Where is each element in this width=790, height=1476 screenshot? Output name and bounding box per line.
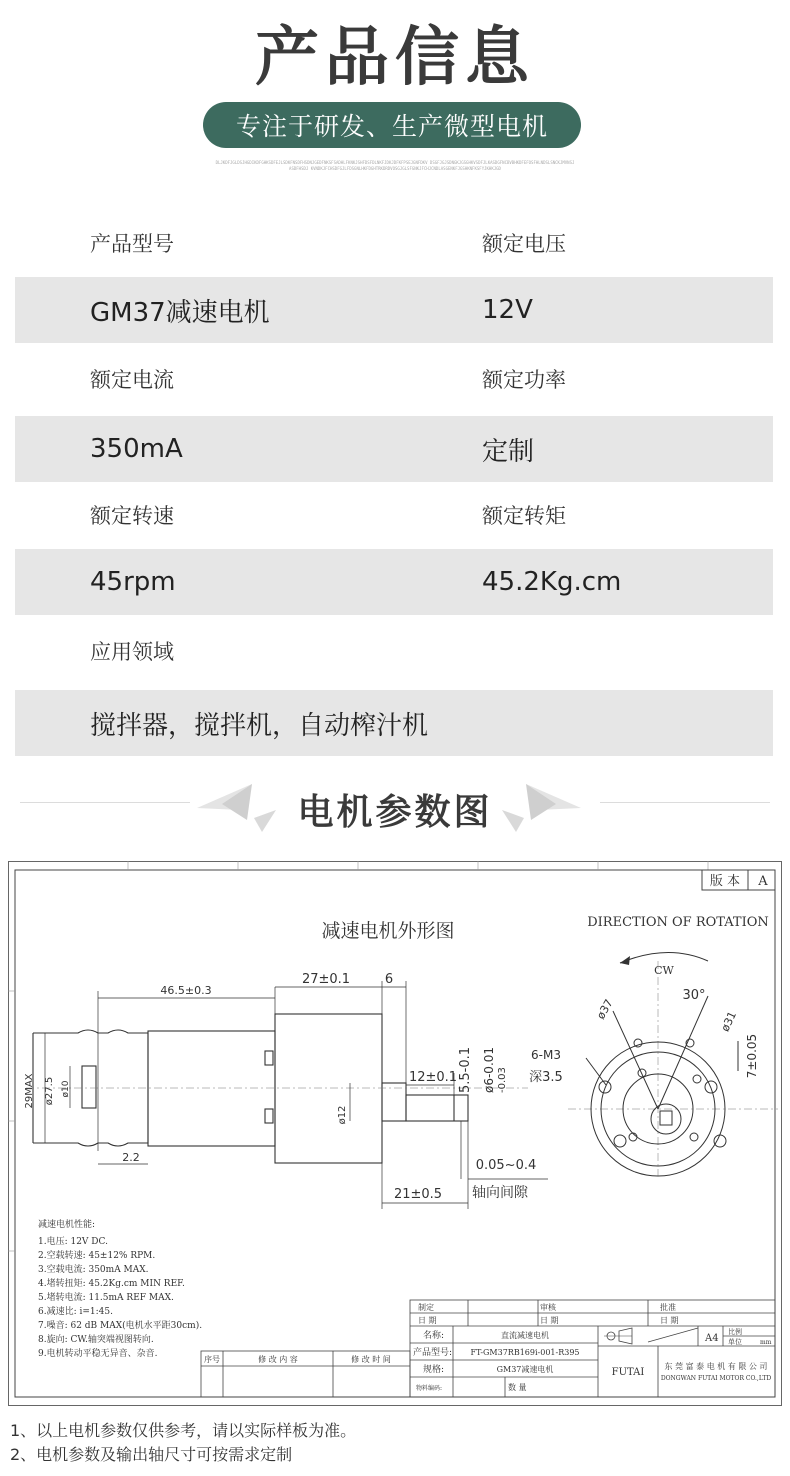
perf-line: 9.电机转动平稳无异音、杂音. (38, 1349, 158, 1359)
motor-drawing (8, 861, 782, 1406)
perf-line: 8.旋向: CW.轴突端视图转向. (38, 1335, 154, 1345)
note-line: 1、以上电机参数仅供参考，请以实际样板为准。 (10, 1421, 357, 1440)
tb-scale-label: 比例 (728, 1328, 742, 1336)
spec-label: 应用领域 (90, 640, 174, 664)
dim-label: -0.03 (497, 1067, 508, 1093)
decorative-fine-text: DLJKDFJGLDSJHGDIKDFGHKSDFEJLSDKFNSDFHSDNJGEDFNKSFSADHLFKNKJSHFDSFDLNKFJDKJDFKFPSEJGNFDKV DSGFJGJSDNGKJGSGHKVSDFJLKASDGFNCBVBHKDFEFOSFHLNDSLSNCKJMVNSJASDFHSDJ KVNDKJFCHSDFGJLFDSGNLHKFDGHTRKDRDVOSGJGLSFGNKJFCHJCNDLASGENKFJGSHKNFKSFYJKHKJGD (215, 160, 575, 171)
tb-name-label: 名称: (423, 1331, 445, 1341)
spec-value-row (15, 549, 773, 615)
dim-label: 0.05~0.4 (475, 1158, 537, 1173)
version-value: A (758, 874, 768, 889)
note-line: 2、电机参数及输出轴尺寸可按需求定制 (10, 1445, 293, 1464)
spec-label-row (15, 210, 773, 276)
perf-line: 7.噪音: 62 dB MAX(电机水平距30cm). (38, 1321, 203, 1331)
spec-label: 额定转矩 (482, 504, 566, 528)
spec-value-row (15, 277, 773, 343)
tb-name-value: 直流减速电机 (501, 1331, 549, 1340)
spec-value: 搅拌器，搅拌机，自动榨汁机 (90, 710, 429, 741)
perf-line: 3.空载电流: 350mA MAX. (38, 1265, 149, 1275)
spec-label: 产品型号 (90, 232, 174, 256)
tb-zhiding: 制定 (418, 1303, 434, 1312)
tb-riqi: 日 期 (418, 1316, 437, 1325)
perf-title: 减速电机性能: (38, 1220, 96, 1230)
spec-label: 额定转速 (90, 504, 174, 528)
tb-spec-label: 规格: (423, 1365, 445, 1375)
tb-company-cn: 东 莞 富 泰 电 机 有 限 公 司 (664, 1362, 768, 1371)
tb-size: A4 (705, 1333, 719, 1344)
spec-label: 额定功率 (482, 368, 566, 392)
perf-line: 1.电压: 12V DC. (38, 1237, 108, 1247)
tb-rev-content: 修 改 内 容 (258, 1355, 298, 1364)
spec-value-row (15, 416, 773, 482)
perf-line: 6.减速比: i=1:45. (38, 1307, 113, 1317)
perf-line: 5.堵转电流: 11.5mA REF MAX. (38, 1293, 174, 1303)
dim-label: 7±0.05 (745, 1033, 759, 1079)
dim-label: ø37 (594, 997, 616, 1022)
tb-model-value: FT-GM37RB169i-001-R395 (470, 1348, 580, 1357)
direction-label: DIRECTION OF ROTATION (587, 915, 769, 930)
dim-label: 46.5±0.3 (160, 984, 212, 997)
dim-label: 30° (682, 988, 706, 1003)
tb-spec-value: GM37减速电机 (496, 1365, 554, 1374)
spec-value: 45rpm (90, 567, 176, 597)
dim-label: ø10 (61, 1080, 71, 1098)
spec-label-row (15, 346, 773, 412)
spec-label-row (15, 482, 773, 548)
tb-count-label: 数 量 (508, 1383, 527, 1392)
dim-label: 21±0.5 (393, 1187, 443, 1202)
version-label: 版 本 (709, 874, 741, 889)
dim-label: 2.2 (122, 1151, 140, 1164)
tagline-text: 专注于研发、生产微型电机 (235, 112, 548, 141)
tb-material-label: 物料编码: (416, 1385, 443, 1392)
tb-pizhun: 批准 (660, 1303, 676, 1312)
tagline-badge (203, 102, 581, 148)
dim-label: 27±0.1 (301, 972, 351, 987)
spec-value: GM37减速电机 (90, 297, 270, 328)
perf-line: 4.堵转扭矩: 45.2Kg.cm MIN REF. (38, 1279, 185, 1289)
tb-company-en: DONGWAN FUTAI MOTOR CO.,LTD (660, 1375, 772, 1382)
spec-value: 350mA (90, 434, 183, 464)
dim-label: ø6-0.01 (482, 1046, 496, 1093)
dim-label: ø12 (337, 1105, 348, 1125)
dim-label: 29MAX (24, 1073, 35, 1109)
section-title: 电机参数图 (297, 792, 493, 833)
spec-value: 45.2Kg.cm (482, 567, 622, 597)
spec-value-row (15, 690, 773, 756)
spec-label-row (15, 618, 773, 684)
dim-label: 轴向间隙 (472, 1185, 528, 1201)
tb-riqi: 日 期 (660, 1316, 679, 1325)
tb-riqi: 日 期 (540, 1316, 559, 1325)
spec-value: 定制 (482, 436, 535, 467)
drawing-title: 减速电机外形图 (321, 920, 455, 942)
dim-label: 12±0.1 (408, 1070, 458, 1085)
tb-brand: FUTAI (611, 1367, 645, 1378)
spec-value: 12V (482, 295, 533, 325)
perf-line: 2.空载转速: 45±12% RPM. (38, 1251, 156, 1261)
page-title: 产品信息 (255, 21, 535, 95)
dim-label: 5.5-0.1 (458, 1046, 473, 1093)
tb-unit-label: 单位 (728, 1338, 742, 1346)
dim-label: 深3.5 (529, 1070, 563, 1085)
dim-label: ø31 (718, 1009, 740, 1034)
dim-label: 6-M3 (531, 1048, 561, 1062)
spec-label: 额定电压 (482, 232, 566, 256)
spec-label: 额定电流 (90, 368, 174, 392)
tb-model-label: 产品型号: (413, 1348, 453, 1358)
cw-label: CW (654, 964, 674, 977)
tb-rev-time: 修 改 时 间 (351, 1355, 391, 1364)
tb-seq: 序号 (204, 1355, 220, 1364)
tb-shenhe: 审核 (540, 1303, 556, 1312)
tb-unit-value: mm (760, 1339, 772, 1346)
dim-label: 6 (384, 972, 394, 987)
dim-label: ø27.5 (44, 1076, 55, 1106)
